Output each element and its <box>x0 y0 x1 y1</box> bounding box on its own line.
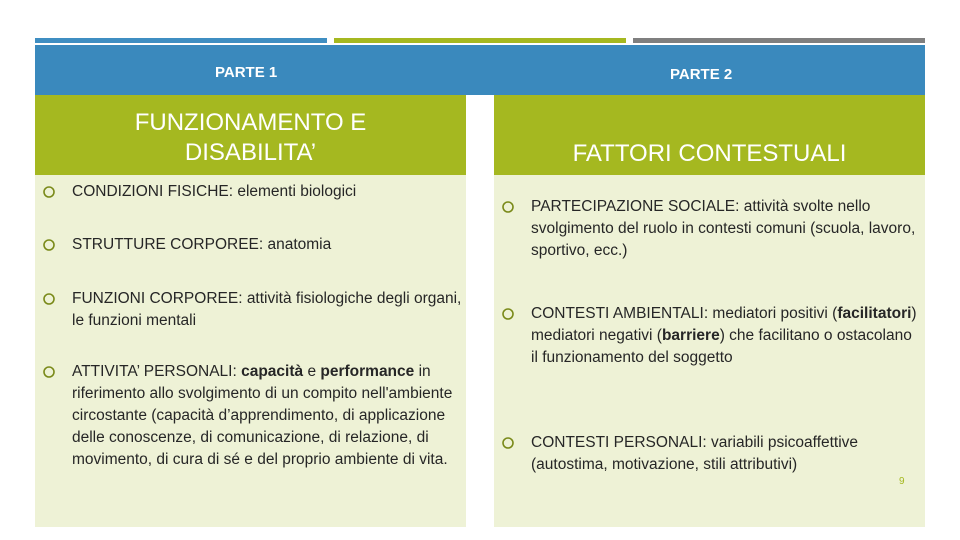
ring-bullet-icon <box>42 185 56 199</box>
ring-bullet-icon <box>501 307 515 321</box>
list-item <box>501 196 921 262</box>
right-panel <box>494 95 925 527</box>
list-item <box>42 181 462 203</box>
top-accent-blue <box>35 38 327 43</box>
bold-term: barriere <box>661 327 720 344</box>
top-accent-gray <box>633 38 925 43</box>
ring-bullet-icon <box>42 292 56 306</box>
ring-bullet-icon <box>501 200 515 214</box>
list-item <box>42 288 462 332</box>
list-item-text: PARTECIPAZIONE SOCIALE: attività svolte nello svolgimento del ruolo in contesti comuni (scuola, lavoro, sportivo, ecc.) <box>531 198 916 259</box>
left-panel-title <box>35 108 466 168</box>
list-item <box>501 303 921 369</box>
part1-label: PARTE 1 <box>215 64 278 81</box>
text-segment: ) mediatori negativi ( <box>531 305 917 344</box>
text-segment: e <box>303 363 321 380</box>
text-segment: CONTESTI AMBIENTALI: mediatori positivi ( <box>531 305 838 322</box>
text-segment: in riferimento allo svolgimento di un compito nell'ambiente circostante (capacità d’apprendimento, di applicazione delle conoscenze, di comunicazione, di relazione, di movimento, di cura di sé e del proprio ambiente di vita. <box>72 363 453 468</box>
left-panel <box>35 95 466 527</box>
list-item-text: STRUTTURE CORPOREE: anatomia <box>72 236 332 253</box>
list-item <box>501 432 921 476</box>
bold-term: performance <box>320 363 415 380</box>
bold-term: capacità <box>241 363 304 380</box>
list-item-text: CONTESTI PERSONALI: variabili psicoaffettive (autostima, motivazione, stili attributivi) <box>531 434 859 473</box>
ring-bullet-icon <box>501 436 515 450</box>
left-title-line2: DISABILITA’ <box>184 139 317 166</box>
header-band <box>35 45 925 95</box>
right-panel-title: FATTORI CONTESTUALI <box>572 140 847 167</box>
part2-label: PARTE 2 <box>670 66 733 83</box>
top-accent-green <box>334 38 626 43</box>
list-item-text: CONDIZIONI FISICHE: elementi biologici <box>72 183 357 200</box>
text-segment: ) che facilitano o ostacolano il funzionamento del soggetto <box>531 327 912 366</box>
list-item <box>42 361 462 471</box>
ring-bullet-icon <box>42 238 56 252</box>
bold-term: facilitatori <box>837 305 912 322</box>
left-title-line1: FUNZIONAMENTO E <box>134 109 367 136</box>
ring-bullet-icon <box>42 365 56 379</box>
list-item <box>42 234 462 256</box>
list-item-text: FUNZIONI CORPOREE: attività fisiologiche degli organi, le funzioni mentali <box>72 290 462 329</box>
text-segment: ATTIVITA’ PERSONALI: <box>72 363 242 380</box>
list-item-text <box>42 361 462 471</box>
page-number: 9 <box>899 476 905 487</box>
list-item-text <box>501 303 921 369</box>
